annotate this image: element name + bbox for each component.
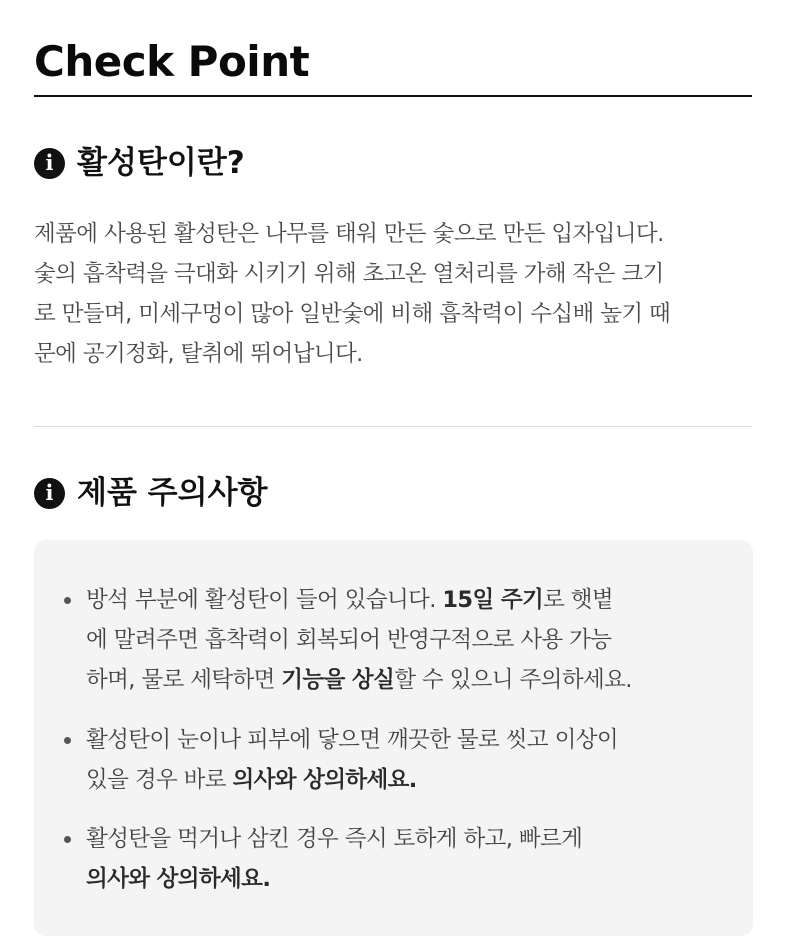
text-run: 할 수 있으니 주의하세요.	[394, 667, 632, 693]
section-heading-precautions	[34, 473, 267, 513]
text-run: 로 햇볕	[543, 587, 614, 613]
activated-carbon-description	[34, 214, 754, 374]
bullet-dot	[64, 836, 71, 843]
description-line: 문에 공기정화, 탈취에 뛰어납니다.	[34, 341, 363, 367]
bullet-dot	[64, 597, 71, 604]
emphasis-text: 의사와 상의하세요.	[232, 767, 417, 793]
page-title: Check Point	[34, 37, 310, 86]
text-run: 있을 경우 바로	[86, 767, 233, 793]
section-heading-text: 제품 주의사항	[77, 475, 268, 511]
emphasis-text: 기능을 상실	[281, 667, 395, 693]
emphasis-text: 15일 주기	[442, 587, 544, 613]
info-icon: i	[34, 478, 65, 509]
bullet-dot	[64, 737, 71, 744]
precaution-line	[86, 760, 746, 800]
precaution-line	[86, 660, 746, 700]
description-line: 제품에 사용된 활성탄은 나무를 태워 만든 숯으로 만든 입자입니다.	[34, 221, 664, 247]
section-divider	[34, 426, 752, 427]
description-line: 숯의 흡착력을 극대화 시키기 위해 초고온 열처리를 가해 작은 크기	[34, 261, 664, 287]
section-heading-text: 활성탄이란?	[77, 145, 245, 181]
info-icon: i	[34, 148, 65, 179]
precaution-item	[86, 819, 746, 899]
precaution-line: 활성탄을 먹거나 삼킨 경우 즉시 토하게 하고, 빠르게	[86, 826, 583, 852]
precaution-line: 활성탄이 눈이나 피부에 닿으면 깨끗한 물로 씻고 이상이	[86, 727, 618, 753]
section-heading-activated-carbon	[34, 143, 245, 183]
precaution-item	[86, 580, 746, 700]
description-line: 로 만들며, 미세구멍이 많아 일반숯에 비해 흡착력이 수십배 높기 때	[34, 301, 671, 327]
precaution-line	[86, 580, 746, 620]
text-run: 하며, 물로 세탁하면	[86, 667, 282, 693]
precautions-box	[34, 540, 753, 936]
precaution-line	[86, 859, 746, 899]
precaution-line: 에 말려주면 흡착력이 회복되어 반영구적으로 사용 가능	[86, 627, 612, 653]
precaution-item	[86, 720, 746, 800]
text-run: 방석 부분에 활성탄이 들어 있습니다.	[86, 587, 443, 613]
title-rule	[34, 95, 752, 97]
emphasis-text: 의사와 상의하세요.	[86, 866, 271, 892]
